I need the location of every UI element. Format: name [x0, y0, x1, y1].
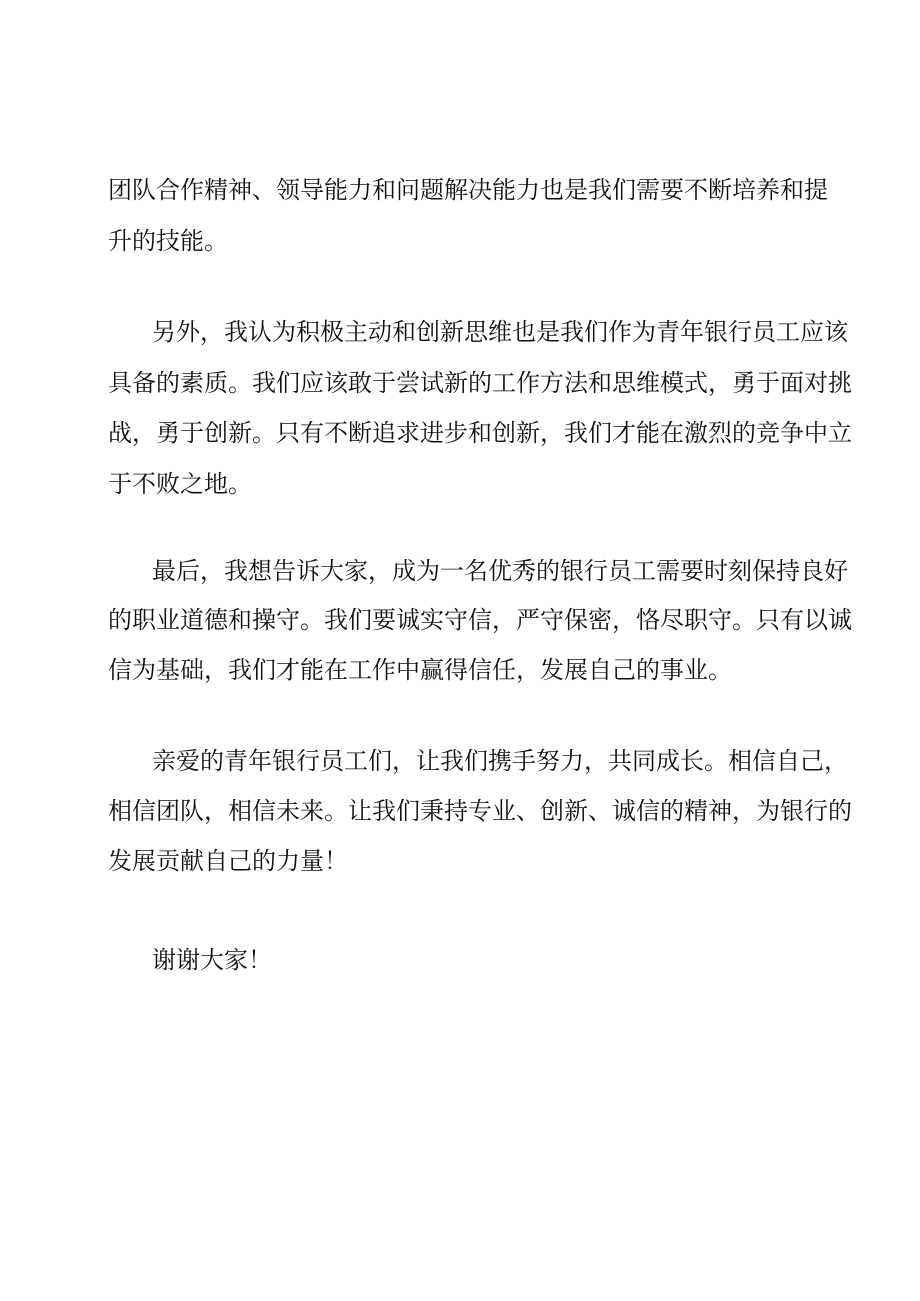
paragraph-line: 的职业道德和操守。我们要诚实守信，严守保密，恪尽职守。只有以诚 — [108, 606, 852, 634]
paragraph-line: 最后，我想告诉大家，成为一名优秀的银行员工需要时刻保持良好 — [152, 557, 848, 585]
paragraph-line: 另外，我认为积极主动和创新思维也是我们作为青年银行员工应该 — [152, 318, 848, 346]
paragraph-line: 亲爱的青年银行员工们，让我们携手努力，共同成长。相信自己， — [152, 747, 848, 775]
paragraph-line: 发展贡献自己的力量！ — [108, 847, 348, 875]
paragraph-line: 升的技能。 — [108, 227, 228, 255]
paragraph-line: 团队合作精神、领导能力和问题解决能力也是我们需要不断培养和提 — [108, 176, 828, 204]
paragraph-line: 相信团队，相信未来。让我们秉持专业、创新、诚信的精神，为银行的 — [108, 797, 852, 825]
paragraph-line: 谢谢大家！ — [152, 946, 272, 974]
paragraph-line: 具备的素质。我们应该敢于尝试新的工作方法和思维模式，勇于面对挑 — [108, 369, 852, 397]
paragraph-line: 战，勇于创新。只有不断追求进步和创新，我们才能在激烈的竞争中立 — [108, 419, 852, 447]
paragraph-line: 于不败之地。 — [108, 470, 252, 498]
paragraph-line: 信为基础，我们才能在工作中赢得信任，发展自己的事业。 — [108, 656, 732, 684]
